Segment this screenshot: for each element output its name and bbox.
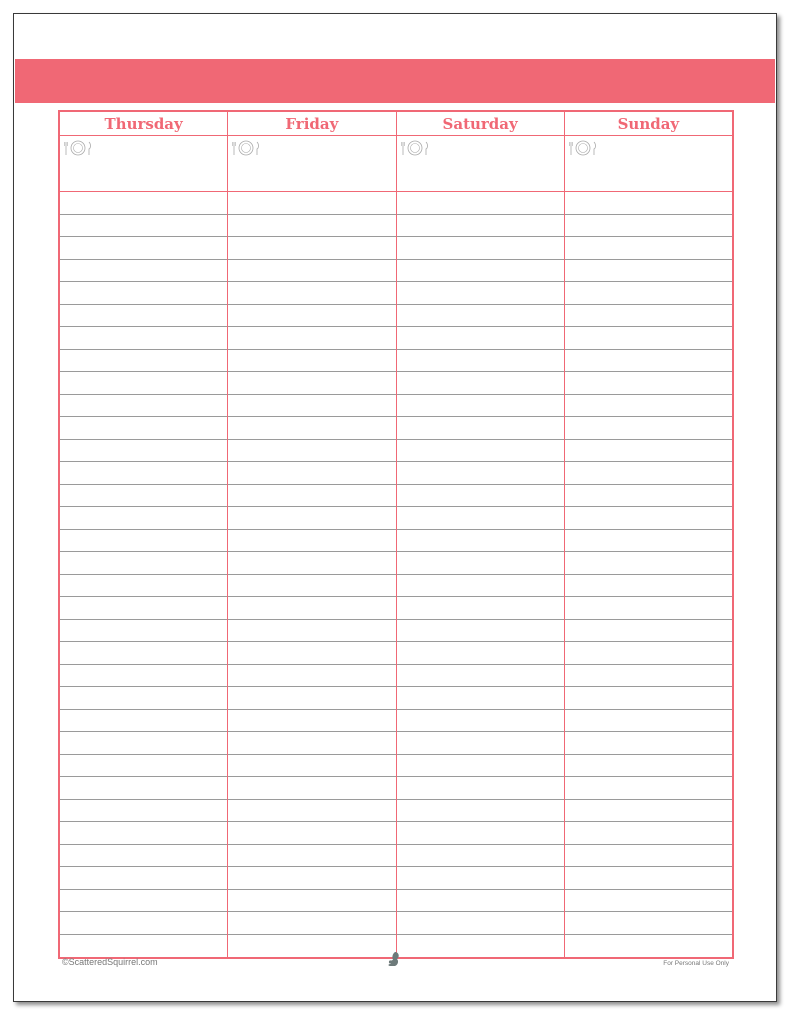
writing-line[interactable] (397, 485, 564, 508)
squirrel-icon (386, 951, 400, 967)
writing-line[interactable] (565, 710, 732, 733)
day-header: Sunday (565, 112, 732, 136)
writing-line[interactable] (565, 822, 732, 845)
license-text: For Personal Use Only (663, 960, 729, 967)
writing-line[interactable] (228, 327, 395, 350)
writing-line[interactable] (565, 597, 732, 620)
writing-line[interactable] (565, 485, 732, 508)
writing-line[interactable] (60, 215, 227, 238)
writing-line[interactable] (397, 440, 564, 463)
writing-line[interactable] (397, 912, 564, 935)
writing-line[interactable] (228, 530, 395, 553)
writing-line[interactable] (565, 890, 732, 913)
writing-line[interactable] (397, 282, 564, 305)
meal-box[interactable] (565, 136, 732, 192)
writing-line[interactable] (60, 732, 227, 755)
writing-line[interactable] (565, 867, 732, 890)
day-column-saturday (397, 112, 565, 957)
writing-line[interactable] (228, 305, 395, 328)
writing-line[interactable] (565, 935, 732, 958)
writing-line[interactable] (60, 462, 227, 485)
writing-line[interactable] (397, 395, 564, 418)
writing-line[interactable] (565, 395, 732, 418)
writing-line[interactable] (60, 777, 227, 800)
writing-line[interactable] (60, 485, 227, 508)
writing-line[interactable] (60, 597, 227, 620)
writing-line[interactable] (228, 417, 395, 440)
writing-line[interactable] (228, 507, 395, 530)
writing-line[interactable] (397, 530, 564, 553)
writing-line[interactable] (397, 372, 564, 395)
writing-line[interactable] (397, 620, 564, 643)
writing-lines (397, 192, 564, 957)
writing-line[interactable] (565, 417, 732, 440)
writing-line[interactable] (397, 417, 564, 440)
writing-line[interactable] (397, 597, 564, 620)
writing-line[interactable] (228, 282, 395, 305)
writing-line[interactable] (228, 777, 395, 800)
writing-line[interactable] (228, 687, 395, 710)
writing-line[interactable] (565, 237, 732, 260)
writing-line[interactable] (228, 935, 395, 958)
writing-line[interactable] (228, 597, 395, 620)
writing-line[interactable] (565, 575, 732, 598)
writing-line[interactable] (228, 237, 395, 260)
day-header: Saturday (397, 112, 564, 136)
writing-line[interactable] (228, 642, 395, 665)
writing-line[interactable] (60, 350, 227, 373)
writing-line[interactable] (565, 777, 732, 800)
writing-line[interactable] (228, 575, 395, 598)
writing-line[interactable] (60, 507, 227, 530)
writing-line[interactable] (397, 552, 564, 575)
day-header: Friday (228, 112, 395, 136)
writing-line[interactable] (60, 755, 227, 778)
writing-line[interactable] (397, 192, 564, 215)
writing-line[interactable] (397, 755, 564, 778)
writing-line[interactable] (228, 485, 395, 508)
writing-line[interactable] (60, 260, 227, 283)
writing-line[interactable] (397, 890, 564, 913)
writing-line[interactable] (228, 665, 395, 688)
writing-line[interactable] (228, 732, 395, 755)
writing-lines (228, 192, 395, 957)
writing-line[interactable] (565, 732, 732, 755)
writing-line[interactable] (228, 552, 395, 575)
meal-box[interactable] (60, 136, 227, 192)
writing-line[interactable] (397, 575, 564, 598)
writing-line[interactable] (60, 642, 227, 665)
writing-line[interactable] (60, 552, 227, 575)
writing-line[interactable] (565, 260, 732, 283)
writing-line[interactable] (60, 417, 227, 440)
writing-line[interactable] (228, 395, 395, 418)
writing-line[interactable] (228, 462, 395, 485)
writing-line[interactable] (397, 260, 564, 283)
writing-line[interactable] (60, 845, 227, 868)
writing-line[interactable] (565, 642, 732, 665)
writing-line[interactable] (60, 305, 227, 328)
day-column-thursday (60, 112, 228, 957)
writing-line[interactable] (397, 777, 564, 800)
writing-line[interactable] (397, 710, 564, 733)
writing-line[interactable] (60, 800, 227, 823)
writing-line[interactable] (565, 372, 732, 395)
writing-line[interactable] (565, 845, 732, 868)
writing-line[interactable] (397, 350, 564, 373)
writing-line[interactable] (397, 822, 564, 845)
writing-line[interactable] (228, 755, 395, 778)
writing-line[interactable] (60, 935, 227, 958)
writing-line[interactable] (397, 507, 564, 530)
writing-line[interactable] (397, 732, 564, 755)
writing-line[interactable] (565, 350, 732, 373)
writing-line[interactable] (60, 440, 227, 463)
writing-line[interactable] (565, 687, 732, 710)
writing-line[interactable] (565, 800, 732, 823)
writing-line[interactable] (565, 755, 732, 778)
writing-line[interactable] (565, 912, 732, 935)
day-column-sunday (565, 112, 732, 957)
writing-line[interactable] (397, 305, 564, 328)
writing-line[interactable] (228, 710, 395, 733)
writing-line[interactable] (60, 237, 227, 260)
writing-line[interactable] (228, 620, 395, 643)
writing-line[interactable] (228, 372, 395, 395)
writing-line[interactable] (228, 260, 395, 283)
weekly-grid (58, 110, 734, 959)
plate-fork-knife-icon (401, 140, 431, 156)
writing-lines (60, 192, 227, 957)
writing-line[interactable] (397, 642, 564, 665)
writing-line[interactable] (60, 665, 227, 688)
writing-line[interactable] (60, 912, 227, 935)
day-column-friday (228, 112, 396, 957)
writing-line[interactable] (397, 237, 564, 260)
writing-line[interactable] (60, 192, 227, 215)
writing-line[interactable] (565, 192, 732, 215)
meal-box[interactable] (397, 136, 564, 192)
writing-line[interactable] (565, 665, 732, 688)
header-banner (15, 59, 775, 103)
copyright-text[interactable]: ©ScatteredSquirrel.com (62, 957, 158, 967)
writing-line[interactable] (397, 215, 564, 238)
writing-line[interactable] (60, 867, 227, 890)
writing-line[interactable] (60, 530, 227, 553)
writing-line[interactable] (60, 395, 227, 418)
day-header: Thursday (60, 112, 227, 136)
writing-lines (565, 192, 732, 957)
writing-line[interactable] (397, 665, 564, 688)
writing-line[interactable] (60, 620, 227, 643)
writing-line[interactable] (565, 462, 732, 485)
writing-line[interactable] (228, 350, 395, 373)
writing-line[interactable] (228, 912, 395, 935)
plate-fork-knife-icon (64, 140, 94, 156)
writing-line[interactable] (397, 462, 564, 485)
writing-line[interactable] (397, 867, 564, 890)
writing-line[interactable] (565, 507, 732, 530)
writing-line[interactable] (565, 552, 732, 575)
writing-line[interactable] (565, 620, 732, 643)
writing-line[interactable] (228, 890, 395, 913)
writing-line[interactable] (397, 935, 564, 958)
writing-line[interactable] (228, 822, 395, 845)
writing-line[interactable] (565, 305, 732, 328)
writing-line[interactable] (397, 687, 564, 710)
writing-line[interactable] (565, 215, 732, 238)
planner-page (13, 13, 777, 1002)
writing-line[interactable] (60, 687, 227, 710)
writing-line[interactable] (60, 372, 227, 395)
writing-line[interactable] (228, 800, 395, 823)
writing-line[interactable] (228, 440, 395, 463)
writing-line[interactable] (397, 845, 564, 868)
writing-line[interactable] (60, 710, 227, 733)
writing-line[interactable] (228, 845, 395, 868)
writing-line[interactable] (228, 215, 395, 238)
writing-line[interactable] (397, 327, 564, 350)
writing-line[interactable] (565, 327, 732, 350)
writing-line[interactable] (228, 867, 395, 890)
writing-line[interactable] (60, 822, 227, 845)
writing-line[interactable] (60, 890, 227, 913)
writing-line[interactable] (60, 575, 227, 598)
writing-line[interactable] (60, 282, 227, 305)
writing-line[interactable] (565, 530, 732, 553)
writing-line[interactable] (565, 282, 732, 305)
meal-box[interactable] (228, 136, 395, 192)
writing-line[interactable] (565, 440, 732, 463)
plate-fork-knife-icon (569, 140, 599, 156)
writing-line[interactable] (397, 800, 564, 823)
plate-fork-knife-icon (232, 140, 262, 156)
writing-line[interactable] (228, 192, 395, 215)
writing-line[interactable] (60, 327, 227, 350)
